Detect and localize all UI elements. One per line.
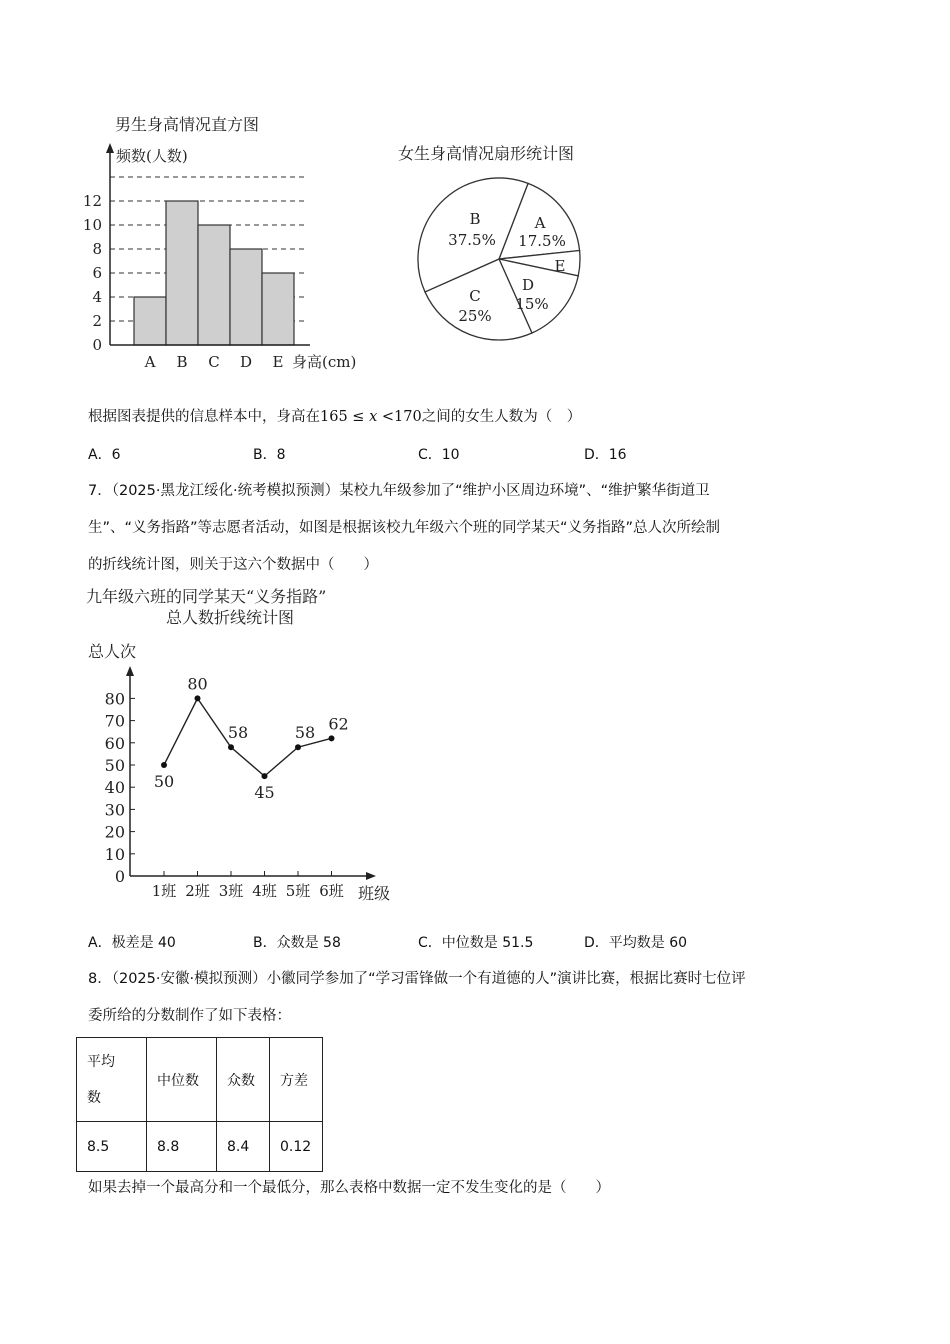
histogram-ytick-label: 8 <box>92 240 102 258</box>
q6-option-c: C．10 <box>418 447 460 463</box>
histogram-y-arrow <box>106 143 114 153</box>
linechart-ylabel: 总人次 <box>88 642 137 661</box>
histogram-xtick-label: B <box>176 353 188 371</box>
pie-label-A: A <box>534 214 546 232</box>
linechart-ytick-label: 50 <box>104 756 125 775</box>
pie-label-C: C <box>469 287 481 305</box>
linechart-ytick-label: 60 <box>104 733 125 753</box>
q6-option-a: A．6 <box>88 447 121 463</box>
histogram-ytick-label: 2 <box>92 312 102 330</box>
header-mean <box>77 1038 147 1122</box>
histogram-ylabel: 频数(人数) <box>116 147 188 165</box>
header-median: 中位数 <box>147 1038 217 1122</box>
linechart-ytick-label: 80 <box>104 689 125 709</box>
q6-stem-before: 根据图表提供的信息样本中，身高在 <box>88 409 320 425</box>
linechart-value-label: 80 <box>187 674 208 694</box>
linechart-xtick-label: 5班 <box>285 882 311 900</box>
q6-math <box>320 409 422 425</box>
histogram-bar-A <box>134 297 166 345</box>
linechart-point <box>295 744 301 750</box>
linechart-title-line2: 总人数折线统计图 <box>166 608 295 627</box>
linechart-xtick-label: 3班 <box>218 882 244 900</box>
q8-question: 如果去掉一个最高分和一个最低分，那么表格中数据一定不发生变化的是（ ） <box>88 1180 610 1196</box>
linechart-ytick-label: 40 <box>104 778 125 798</box>
pie-title: 女生身高情况扇形统计图 <box>398 144 575 163</box>
linechart-point <box>262 773 268 779</box>
linechart-ytick-label: 0 <box>114 867 125 886</box>
histogram-ytick-label: 0 <box>92 336 102 354</box>
linechart-xtick-label: 2班 <box>185 882 210 900</box>
q6-math-x: x <box>369 409 378 425</box>
linechart-point <box>195 695 201 701</box>
q7-option-b: B．众数是 58 <box>253 935 341 951</box>
q6-stem-after: 之间的女生人数为（ ） <box>421 409 582 425</box>
value-median: 8.8 <box>147 1122 217 1172</box>
linechart-point <box>161 762 167 768</box>
q6-stem <box>88 406 581 428</box>
value-mean: 8.5 <box>77 1122 147 1172</box>
histogram-xtick-label: D <box>239 353 253 371</box>
q6-math-b: 170 <box>394 409 422 425</box>
q7-stem-line1: 7．（2025·黑龙江绥化·统考模拟预测）某校九年级参加了“维护小区周边环境”、“维护繁华街道卫 <box>88 483 710 499</box>
score-table-value-row <box>77 1122 323 1172</box>
histogram-bar-E <box>262 273 294 345</box>
volunteer-line-chart <box>80 580 400 905</box>
girls-height-pie <box>390 135 630 355</box>
linechart-xtick-label: 1班 <box>151 882 177 900</box>
pie-percent-A: 17.5% <box>518 232 566 250</box>
histogram-bar-D <box>230 249 262 345</box>
header-mean-part2: 数 <box>87 1089 101 1106</box>
linechart-value-label: 62 <box>328 714 349 734</box>
linechart-title-line1: 九年级六班的同学某天“义务指路” <box>86 587 327 606</box>
q7-option-c: C．中位数是 51.5 <box>418 935 534 951</box>
q6-math-le: ≤ <box>352 409 365 425</box>
pie-percent-B: 37.5% <box>448 231 496 249</box>
linechart-y-arrow <box>126 666 134 676</box>
linechart-xtick-label: 6班 <box>319 882 344 900</box>
q8-stem-line1: 8．（2025·安徽·模拟预测）小徽同学参加了“学习雷锋做一个有道德的人”演讲比赛，根据比赛时七位评 <box>88 971 746 987</box>
pie-label-B: B <box>469 210 481 228</box>
pie-percent-D: 15% <box>515 295 549 313</box>
boys-height-histogram <box>70 105 390 380</box>
histogram-xtick-label: A <box>144 353 156 371</box>
histogram-bar-C <box>198 225 230 345</box>
linechart-xtick-label: 4班 <box>252 882 277 900</box>
value-variance: 0.12 <box>270 1122 323 1172</box>
linechart-ytick-label: 10 <box>104 844 125 864</box>
q6-math-a: 165 <box>320 409 348 425</box>
header-mode: 众数 <box>217 1038 270 1122</box>
histogram-ytick-label: 4 <box>92 288 102 306</box>
pie-label-D: D <box>521 276 535 294</box>
histogram-bar-B <box>166 201 198 345</box>
histogram-ytick-label: 10 <box>82 216 102 234</box>
q7-stem-line3: 的折线统计图，则关于这六个数据中（ ） <box>88 557 378 573</box>
q7-option-a: A．极差是 40 <box>88 935 176 951</box>
q7-stem-line2: 生”、“义务指路”等志愿者活动，如图是根据该校九年级六个班的同学某天“义务指路”总人次所绘制 <box>88 520 721 536</box>
pie-percent-C: 25% <box>458 307 492 325</box>
linechart-ytick-label: 70 <box>104 711 125 731</box>
q6-math-lt: < <box>381 409 395 425</box>
header-mean-part1: 平均 <box>87 1053 115 1070</box>
linechart-xlabel: 班级 <box>358 884 391 903</box>
histogram-title: 男生身高情况直方图 <box>115 115 260 134</box>
score-table <box>76 1037 323 1172</box>
histogram-xlabel: 身高(cm) <box>292 353 357 371</box>
linechart-ytick-label: 20 <box>104 822 125 842</box>
histogram-xtick-label: E <box>272 353 284 371</box>
header-variance: 方差 <box>270 1038 323 1122</box>
histogram-xtick-label: C <box>208 353 220 371</box>
q6-option-b: B．8 <box>253 447 286 463</box>
value-mode: 8.4 <box>217 1122 270 1172</box>
linechart-value-label: 58 <box>294 723 316 743</box>
linechart-value-label: 50 <box>153 772 175 791</box>
linechart-point <box>228 744 234 750</box>
pie-label-E: E <box>554 257 566 275</box>
q8-stem-line2: 委所给的分数制作了如下表格： <box>88 1008 291 1024</box>
linechart-value-label: 58 <box>227 723 249 743</box>
histogram-ytick-label: 12 <box>82 192 102 210</box>
linechart-ytick-label: 30 <box>104 800 125 820</box>
linechart-point <box>329 735 335 741</box>
histogram-ytick-label: 6 <box>92 264 102 282</box>
q6-option-d: D．16 <box>584 447 627 463</box>
linechart-value-label: 45 <box>254 783 275 803</box>
score-table-header-row <box>77 1038 323 1122</box>
q7-option-d: D．平均数是 60 <box>584 935 688 951</box>
linechart-x-arrow <box>366 872 376 880</box>
